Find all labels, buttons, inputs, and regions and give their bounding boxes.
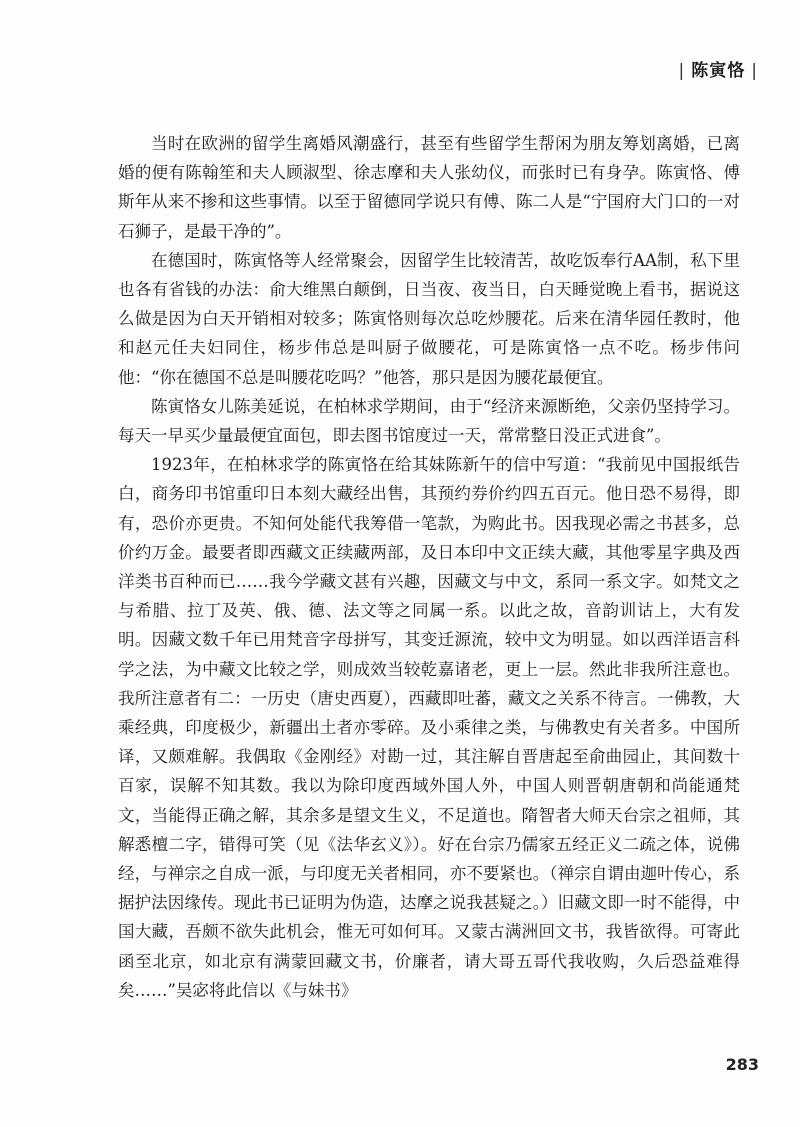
header-title: 陈寅恪 <box>691 61 746 81</box>
paragraph: 1923年，在柏林求学的陈寅恪在给其妹陈新午的信中写道：“我前见中国报纸告白，商务印书馆重印日本刻大藏经出售，其预约券价约四五百元。他日恐不易得，即有，恐价亦更贵。不知何处能代我筹借一笔款，为购此书。因我现必需之书甚多，总价约万金。最要者即西藏文正续藏两部，及日本印中文正续大藏，其他零星字典及西洋类书百种而已……我今学藏文甚有兴趣，因藏文与中文，系同一系文字。如梵文之与希腊、拉丁及英、俄、德、法文等之同属一系。以此之故，音韵训诂上，大有发明。因藏文数千年已用梵音字母拼写，其变迁源流，较中文为明显。如以西洋语言科学之法，为中藏文比较之学，则成效当较乾嘉诸老，更上一层。然此非我所注意也。我所注意者有二：一历史（唐史西夏），西藏即吐蕃，藏文之关系不待言。一佛教，大乘经典，印度极少，新疆出土者亦零碎。及小乘律之类，与佛教史有关者多。中国所译，又颇难解。我偶取《金刚经》对勘一过，其注解自晋唐起至俞曲园止，其间数十百家，误解不知其数。我以为除印度西域外国人外，中国人则晋朝唐朝和尚能通梵文，当能得正确之解，其余多是望文生义，不足道也。隋智者大师天台宗之祖师，其解悉檀二字，错得可笑（见《法华玄义》）。好在台宗乃儒家五经正义二疏之体，说佛经，与禅宗之自成一派，与印度无关者相同，亦不要紧也。（禅宗自谓由迦叶传心，系据护法因缘传。现此书已证明为伪造，达摩之说我甚疑之。）旧藏文即一时不能得，中国大藏，吾颇不欲失此机会，惟无可如何耳。又蒙古满洲回文书，我皆欲得。可寄此函至北京，如北京有满蒙回藏文书，价廉者，请大哥五哥代我收购，久后恐益难得矣……”吴宓将此信以《与妹书》 <box>118 455 740 1000</box>
running-header <box>673 56 764 81</box>
header-bar-right: | <box>751 61 758 81</box>
header-bar-left: | <box>678 61 686 81</box>
paragraph: 当时在欧洲的留学生离婚风潮盛行，甚至有些留学生帮闲为朋友筹划离婚，已离婚的便有陈翰笙和夫人顾淑型、徐志摩和夫人张幼仪，而张时已有身孕。陈寅恪、傅斯年从来不掺和这些事情。以至于留德同学说只有傅、陈二人是“宁国府大门口的一对石狮子，是最干净的”。 <box>118 134 740 241</box>
paragraph: 陈寅恪女儿陈美延说，在柏林求学期间，由于“经济来源断绝，父亲仍坚持学习。每天一早买少量最便宜面包，即去图书馆度过一天，常常整日没正式进食”。 <box>118 396 740 446</box>
body-text <box>118 129 740 1005</box>
page-number: 283 <box>725 1055 759 1074</box>
paragraph: 在德国时，陈寅恪等人经常聚会，因留学生比较清苦，故吃饭奉行AA制，私下里也各有省钱的办法：俞大维黑白颠倒，日当夜、夜当日，白天睡觉晚上看书，据说这么做是因为白天开销相对较多；陈寅恪则每次总吃炒腰花。后来在清华园任教时，他和赵元任夫妇同住，杨步伟总是叫厨子做腰花，可是陈寅恪一点不吃。杨步伟问他：“你在德国不总是叫腰花吃吗？”他答，那只是因为腰花最便宜。 <box>118 250 740 387</box>
